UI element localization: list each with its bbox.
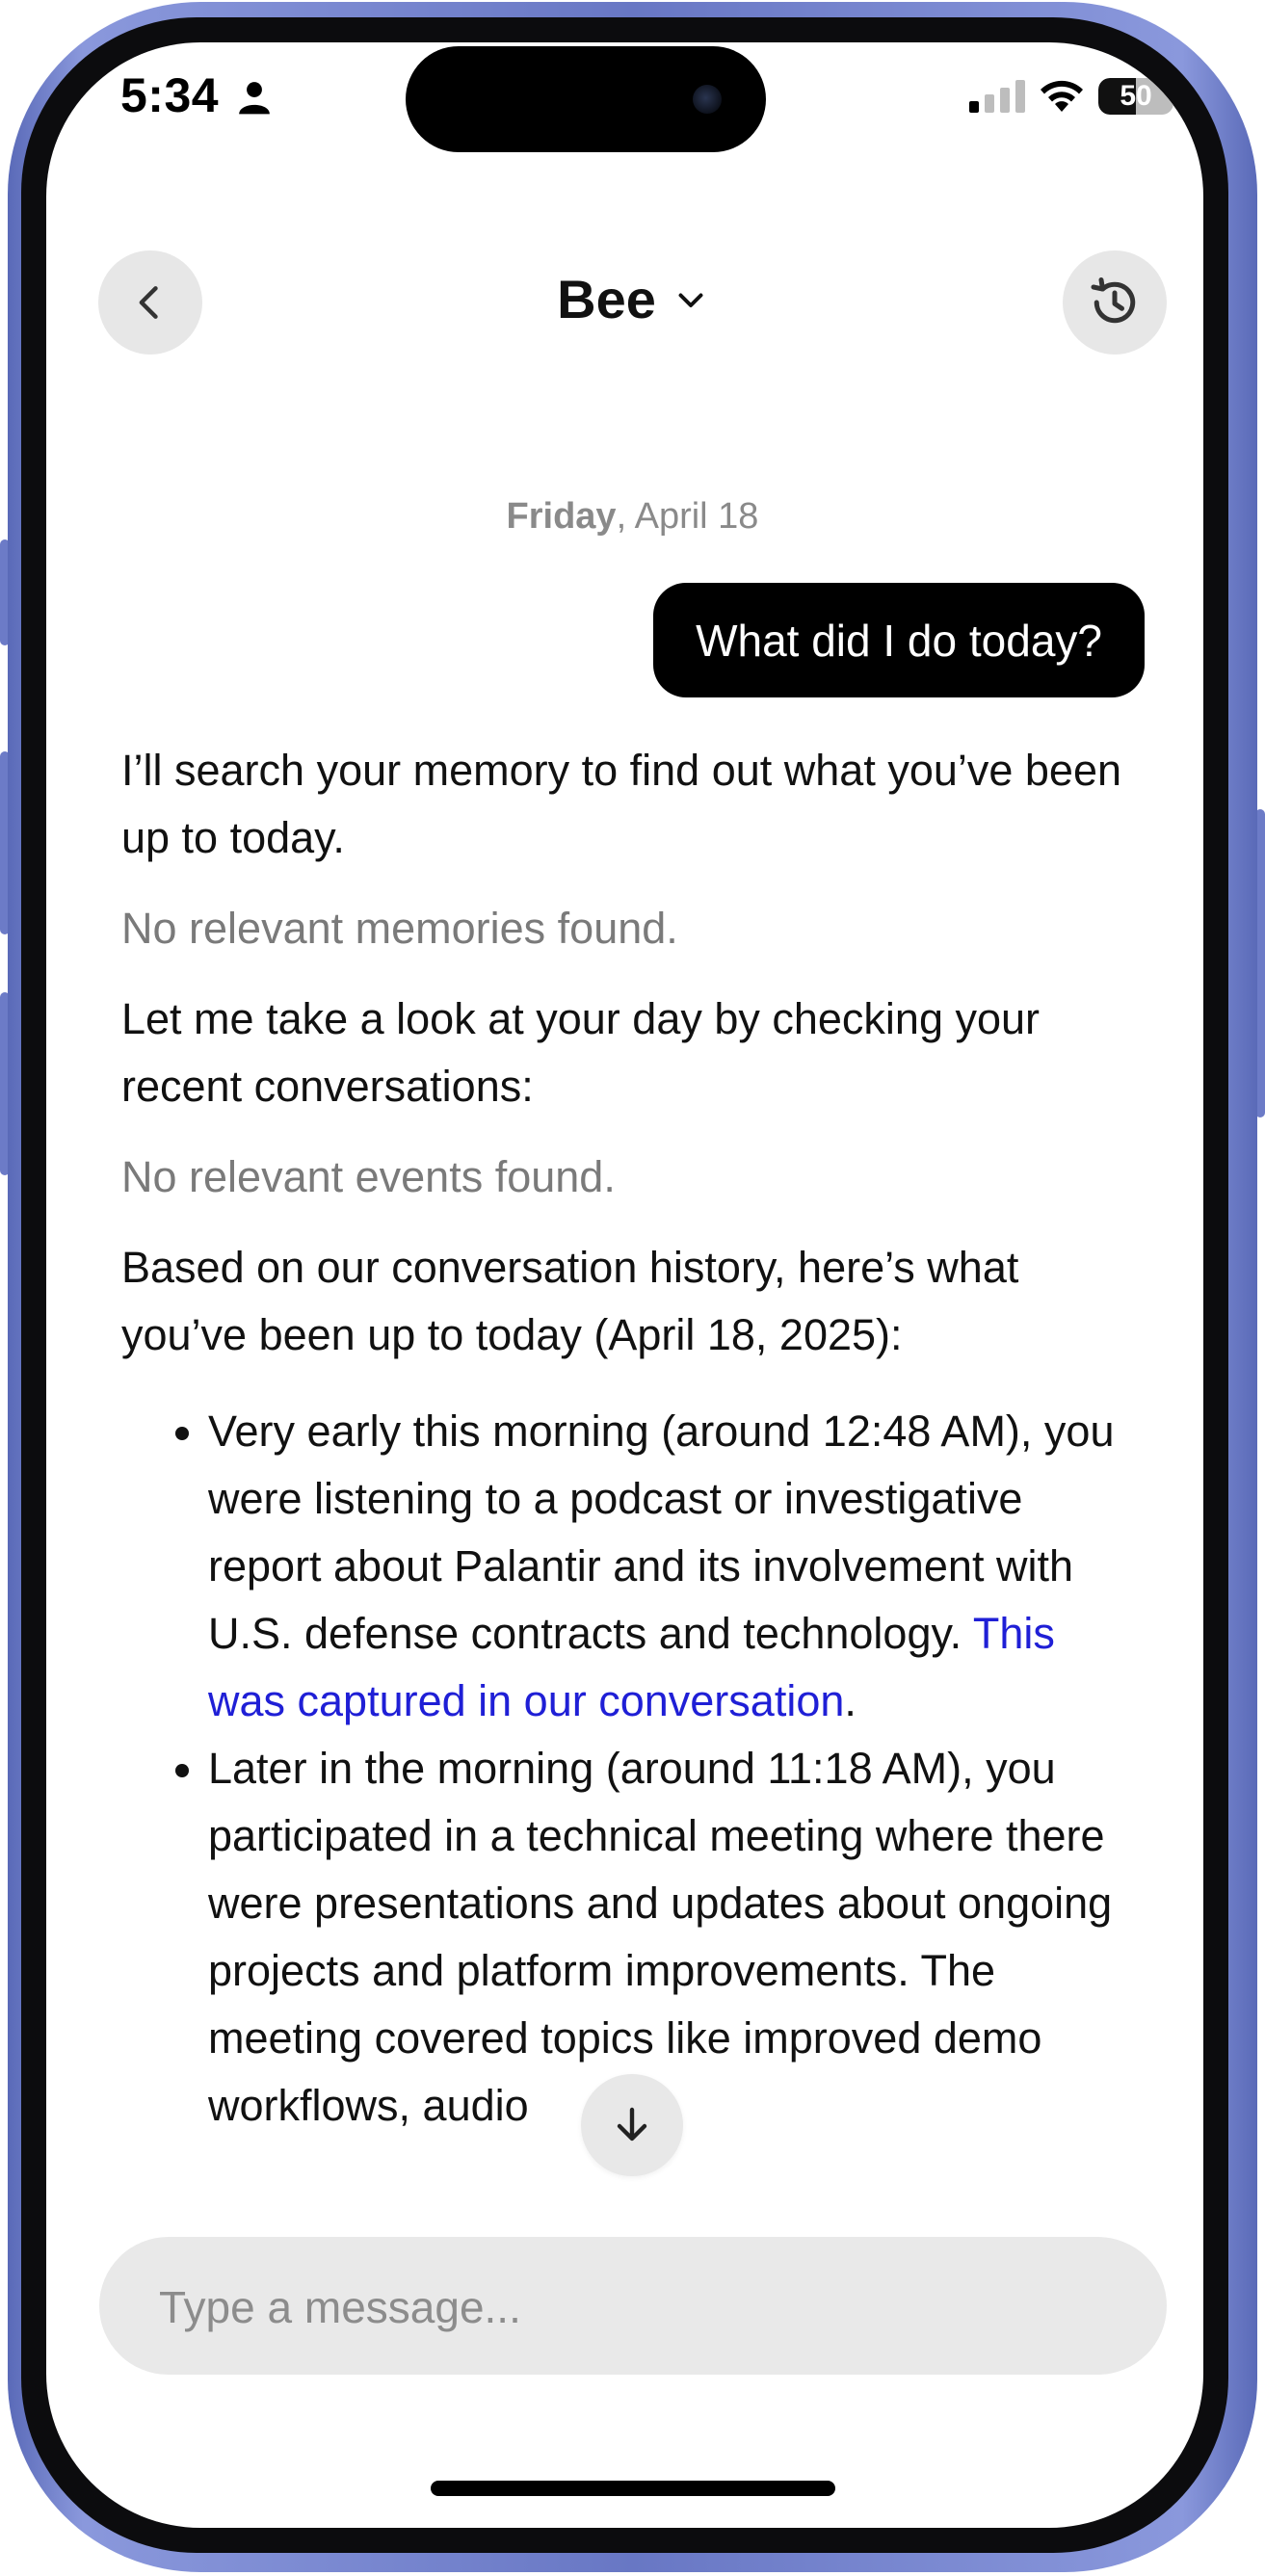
date-rest: , April 18 [616,496,759,537]
screen [46,42,1203,2528]
assistant-paragraph: Let me take a look at your day by checking your recent conversations: [121,994,1041,1111]
list-item [208,1735,1143,2140]
home-indicator[interactable] [431,2481,835,2496]
message-composer [99,2237,1167,2375]
wifi-icon [1039,79,1085,114]
tool-status-memories: No relevant memories found. [121,904,678,953]
history-button[interactable] [1063,250,1167,355]
date-day: Friday [506,496,617,537]
list-item-text: Very early this morning (around 12:48 AM), you were listening to a podcast or investigative report about Palantir and its involvement with U.S. defense contracts and technology. [208,1406,1115,1658]
dynamic-island [406,46,766,152]
status-indicators [969,75,1180,118]
user-message-text: What did I do today? [696,615,1102,666]
chevron-down-icon [673,282,708,317]
scroll-to-bottom-button[interactable] [581,2074,683,2176]
message-input[interactable] [157,2237,1105,2377]
activity-list [121,1398,1143,2140]
tool-status-events: No relevant events found. [121,1152,616,1201]
history-icon [1086,274,1144,331]
cellular-signal-icon [969,80,1025,113]
list-item-text: Later in the morning (around 11:18 AM), you participated in a technical meeting where there were presentations and updates about ongoing projects and platform improvements. The meeting covered topics like improved demo workflows, audio [208,1744,1113,2130]
arrow-down-icon [609,2102,655,2148]
date-separator [46,496,1203,538]
list-item [208,1398,1143,1735]
battery-level: 50 [1120,80,1152,112]
battery-icon [1098,78,1173,115]
conversation-link[interactable]: This was captured in our conversation [208,1609,1055,1725]
user-message-bubble [653,583,1145,697]
assistant-paragraph: Based on our conversation history, here’s what you’ve been up to today (April 18, 2025): [121,1243,1019,1359]
status-time: 5:34 [120,68,220,122]
list-item-tail: . [844,1676,857,1725]
page-title: Bee [557,269,656,329]
assistant-paragraph: I’ll search your memory to find out what you’ve been up to today. [121,746,1122,862]
person-icon [236,79,273,116]
assistant-selector[interactable] [46,268,1203,330]
assistant-response [121,737,1143,2201]
front-camera [693,85,722,114]
